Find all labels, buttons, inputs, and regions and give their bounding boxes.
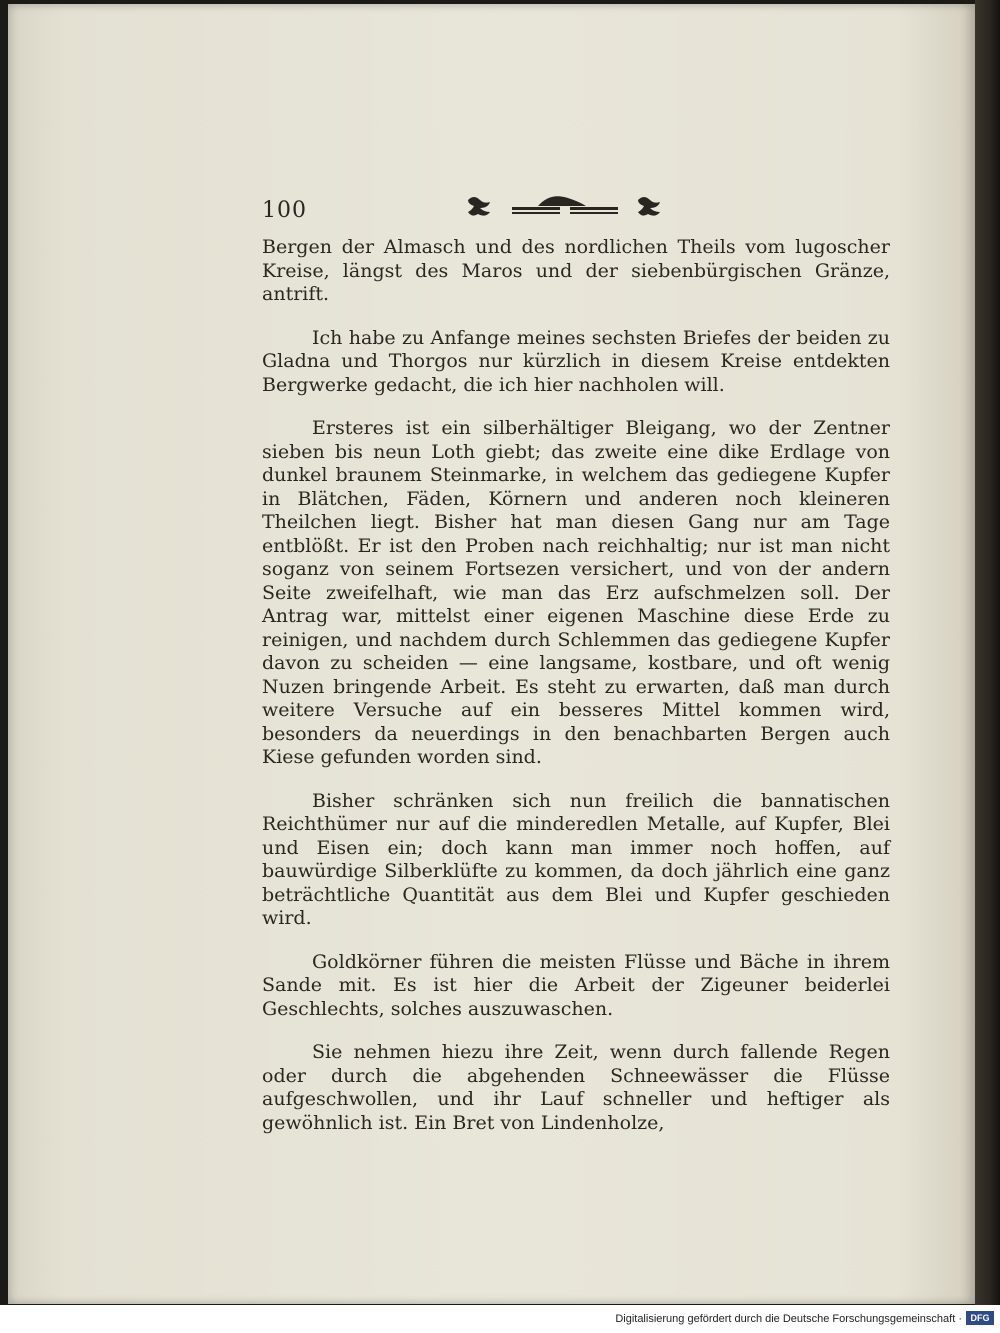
dfg-logo-icon: DFG: [966, 1311, 994, 1325]
book-binding-edge: [975, 0, 1000, 1305]
footer-credit: Digitalisierung gefördert durch die Deutsche Forschungsgemeinschaft ·: [615, 1313, 962, 1325]
paragraph: Goldkörner führen die meisten Flüsse und Bäche in ihrem Sande mit. Es ist hier die Arbeit der Zigeuner beiderlei Geschlechts, solches auszuwaschen.: [262, 950, 890, 1020]
page-number: 100: [262, 198, 307, 223]
header-ornament-icon: [460, 192, 670, 226]
paragraph: Bergen der Almasch und des nordlichen Theils vom lugoscher Kreise, längst des Maros und der siebenbürgischen Gränze, antrift.: [262, 236, 890, 305]
body-text: [262, 236, 890, 1155]
paragraph: Sie nehmen hiezu ihre Zeit, wenn durch fallende Regen oder durch die abgehenden Schneewässer die Flüsse aufgeschwollen, und ihr Lauf schneller und heftiger als gewöhnlich ist. Ein Bret von Lindenholze,: [262, 1041, 890, 1134]
paragraph: Ersteres ist ein silberhältiger Bleigang, wo der Zentner sieben bis neun Loth giebt; das zweite eine dike Erdlage von dunkel braunem Steinmarke, in welchem das gediegene Kupfer in Blätchen, Fäden, Körnern und anderen noch kleineren Theilchen liegt. Bisher hat man diesen Gang nur am Tage entblößt. Er ist den Proben nach reichhaltig; nur ist man nicht soganz von seinem Fortsezen versichert, und von der andern Seite zweifelhaft, wie man das Erz aufschmelzen soll. Der Antrag war, mittelst einer eigenen Maschine diese Erde zu reinigen, und nachdem durch Schlemmen das gediegene Kupfer davon zu scheiden — eine langsame, kostbare, und oft wenig Nuzen bringende Arbeit. Es steht zu erwarten, daß man durch weitere Versuche auf ein besseres Mittel kommen wird, besonders da neuerdings in den benachbarten Bergen auch Kiese gefunden worden sind.: [262, 417, 890, 768]
paragraph: Bisher schränken sich nun freilich die bannatischen Reichthümer nur auf die minderedlen Metalle, auf Kupfer, Blei und Eisen ein; doch kann man immer noch hoffen, auf bauwürdige Silberklüfte zu kommen, da doch jährlich eine ganz beträchtliche Quantität aus dem Blei und Kupfer geschieden wird.: [262, 789, 890, 929]
paragraph: Ich habe zu Anfange meines sechsten Briefes der beiden zu Gladna und Thorgos nur kürzlich in diesem Kreise entdekten Bergwerke gedacht, die ich hier nachholen will.: [262, 326, 890, 396]
